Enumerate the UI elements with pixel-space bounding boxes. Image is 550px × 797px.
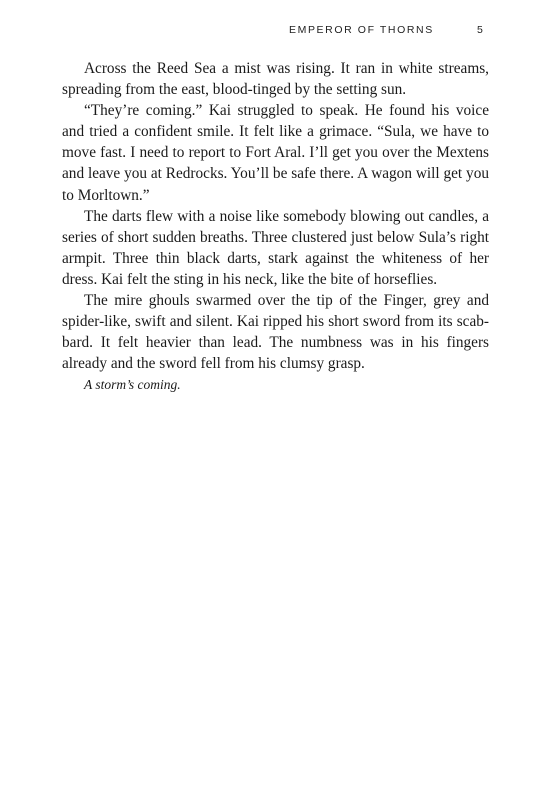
page-number: 5 xyxy=(477,24,483,36)
paragraph-theyre-coming: “They’re coming.” Kai struggled to speak. He found his voice and tried a confident smile. It felt like a grimace. “Sula, we have to move fast. I need to report to Fort Aral. I’ll get you over the Mextens and leave you at Redrocks. You’ll be safe there. A wagon will get you to Morltown.” xyxy=(62,102,489,204)
paragraph-mire-ghouls: The mire ghouls swarmed over the tip of the Finger, grey and spider-like, swift and silent. Kai ripped his short sword from its scabbard. It felt heavier than lead. The numbness was in his fingers already and the sword fell from his clumsy grasp. xyxy=(62,292,489,373)
closing-line-text: A storm’s coming. xyxy=(84,377,181,393)
running-head xyxy=(0,24,550,40)
book-title: EMPEROR OF THORNS xyxy=(289,24,434,36)
body-text xyxy=(62,58,489,396)
paragraph-darts: The darts flew with a noise like somebody blowing out candles, a series of short sudden breaths. Three clustered just below Sula’s right armpit. Three thin black darts, stark against the whiteness of her dress. Kai felt the sting in his neck, like the bite of horseflies. xyxy=(62,207,489,288)
closing-line xyxy=(62,374,489,395)
paragraph-mist: Across the Reed Sea a mist was rising. It ran in white streams, spreading from the east, blood-tinged by the setting sun. xyxy=(62,60,489,99)
